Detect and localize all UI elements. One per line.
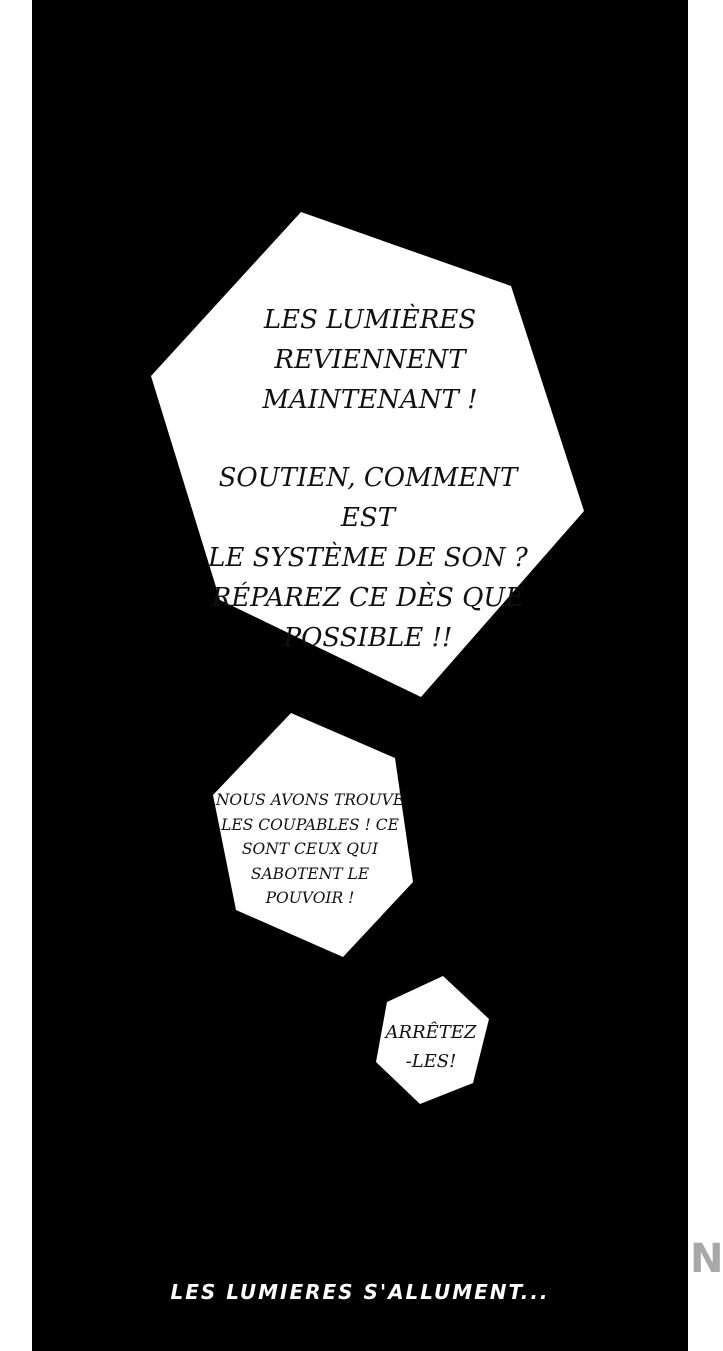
bubble-large-text-top: LES LUMIÈRES REVIENNENT MAINTENANT ! [262, 305, 478, 415]
bubble-medium-text: NOUS AVONS TROUVÉ LES COUPABLES ! CE SONT CEUX QUI SABOTENT LE POUVOIR ! [215, 791, 405, 907]
bubble-small-text: ARRÊTEZ -LES! [385, 1022, 477, 1072]
bubble-large-text-bottom: SOUTIEN, COMMENT EST LE SYSTÈME DE SON ? RÉPAREZ CE DÈS QUE POSSIBLE !! [208, 463, 528, 653]
watermark-letter: N [690, 1236, 723, 1282]
narration-caption: LES LUMIERES S'ALLUMENT... [170, 1280, 550, 1304]
